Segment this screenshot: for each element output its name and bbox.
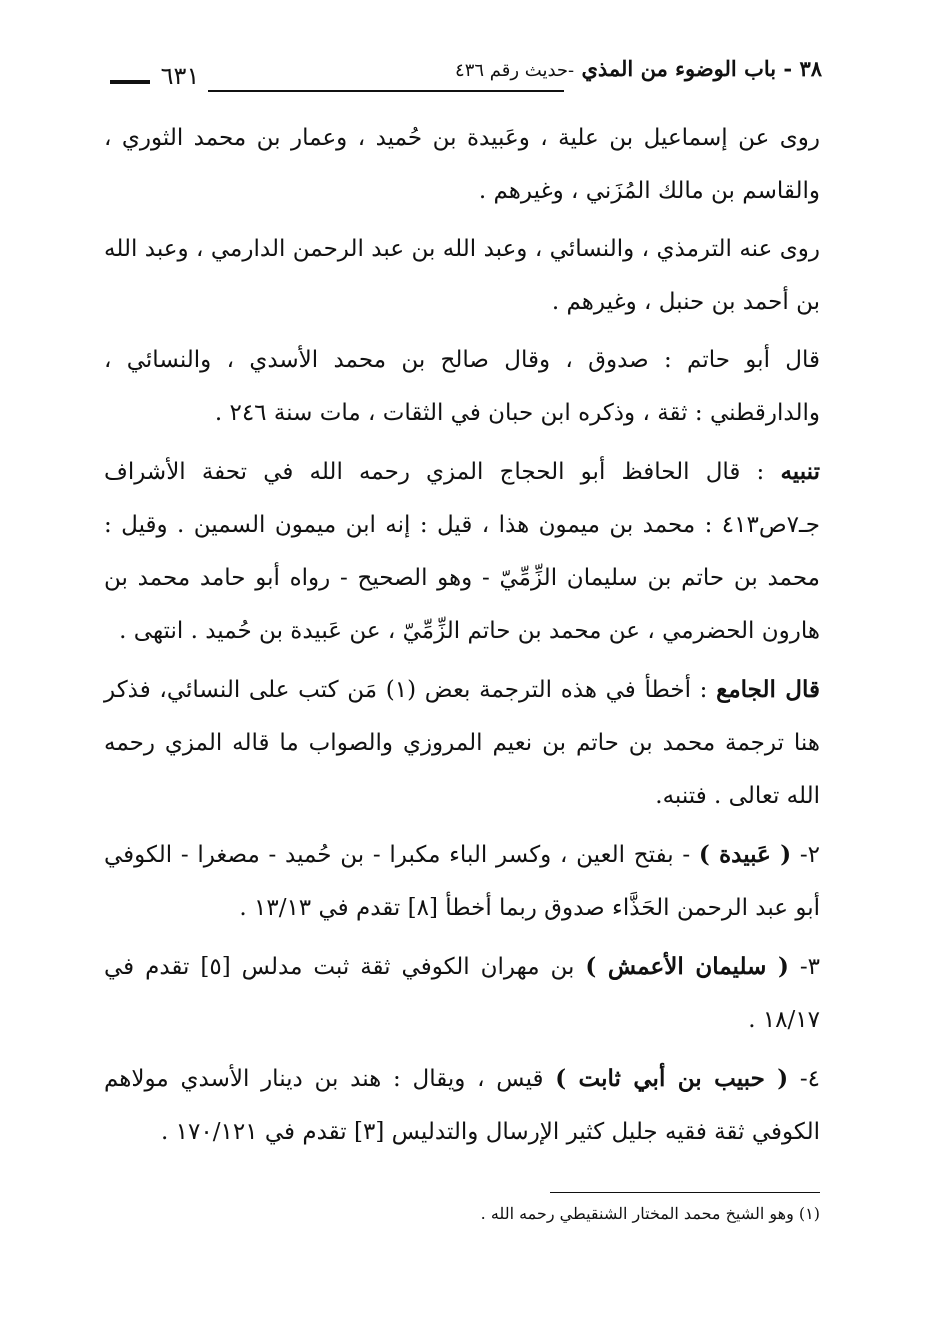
paragraph-compiler (104, 663, 820, 823)
paragraph-narrator-4 (104, 1052, 820, 1159)
hadith-number: -حديث رقم ٤٣٦ (455, 60, 575, 81)
paragraph-text: - بفتح العين ، وكسر الباء مكبرا - بن حُميد - مصغرا - الكوفي أبو عبد الرحمن الحَذَّاء صدوق ربما أخطأ [٨] تقدم في ١٣/١٣ . (104, 842, 820, 921)
page-number-dash (110, 80, 150, 84)
item-number: ٤- (788, 1066, 820, 1092)
paragraph-text: بن مهران الكوفي ثقة ثبت مدلس [٥] تقدم في ١٨/١٧ . (104, 954, 820, 1033)
paragraph-text: روى عنه الترمذي ، والنسائي ، وعبد الله بن عبد الرحمن الدارمي ، وعبد الله بن أحمد بن حنبل ، وغيرهم . (104, 236, 820, 315)
narrator-name: ( عَبيدة ) (698, 841, 792, 868)
item-number: ٢- (791, 842, 820, 868)
paragraph-heading: قال الجامع (716, 676, 820, 703)
narrator-name: ( سليمان الأعمش ) (585, 953, 789, 980)
footnote-rule (550, 1192, 820, 1193)
chapter-title: ٣٨ - باب الوضوء من المذي (581, 56, 822, 81)
paragraph-narrator-2 (104, 828, 820, 935)
footnote: (١) وهو الشيخ محمد المختار الشنقيطي رحمه الله . (480, 1204, 820, 1223)
paragraph-narrators-to (104, 223, 820, 329)
item-number: ٣- (788, 954, 820, 980)
paragraph-text: : قال الحافظ أبو الحجاج المزي رحمه الله في تحفة الأشراف جـ٧ص٤١٣ : محمد بن ميمون هذا ، قيل : إنه ابن ميمون السمين . وقيل : محمد بن حاتم بن سليمان الزِّمِّيّ - وهو الصحيح - رواه أبو حامد محمد بن هارون الحضرمي ، عن محمد بن حاتم الزِّمِّيّ ، عن عَبيدة بن حُميد . انتهى . (104, 459, 820, 644)
paragraph-text: قال أبو حاتم : صدوق ، وقال صالح بن محمد الأسدي ، والنسائي ، والدارقطني : ثقة ، وذكره ابن حبان في الثقات ، مات سنة ٢٤٦ . (104, 347, 820, 426)
narrator-name: ( حبيب بن أبي ثابت ) (555, 1065, 789, 1092)
paragraph-text: روى عن إسماعيل بن علية ، وعَبيدة بن حُميد ، وعمار بن محمد الثوري ، والقاسم بن مالك المُزَني ، وغيرهم . (104, 125, 820, 204)
paragraph-narrators-from (104, 112, 820, 218)
paragraph-text: : أخطأ في هذه الترجمة بعض (١) مَن كتب على النسائي، فذكر هنا ترجمة محمد بن حاتم بن نعيم المروزي والصواب ما قاله المزي رحمه الله تعالى . فتنبه. (104, 677, 820, 809)
running-header (110, 56, 822, 100)
paragraph-text: قيس ، ويقال : هند بن دينار الأسدي مولاهم الكوفي ثقة فقيه جليل كثير الإرسال والتدليس [٣] تقدم في ١٧٠/١٢١ . (104, 1066, 820, 1145)
page-number: ٦٣١ (160, 62, 200, 90)
header-title (455, 56, 822, 81)
paragraph-heading: تنبيه (780, 458, 820, 485)
page-body (104, 112, 820, 1164)
paragraph-note (104, 445, 820, 658)
paragraph-grading (104, 334, 820, 440)
paragraph-narrator-3 (104, 940, 820, 1047)
header-rule (208, 90, 564, 92)
